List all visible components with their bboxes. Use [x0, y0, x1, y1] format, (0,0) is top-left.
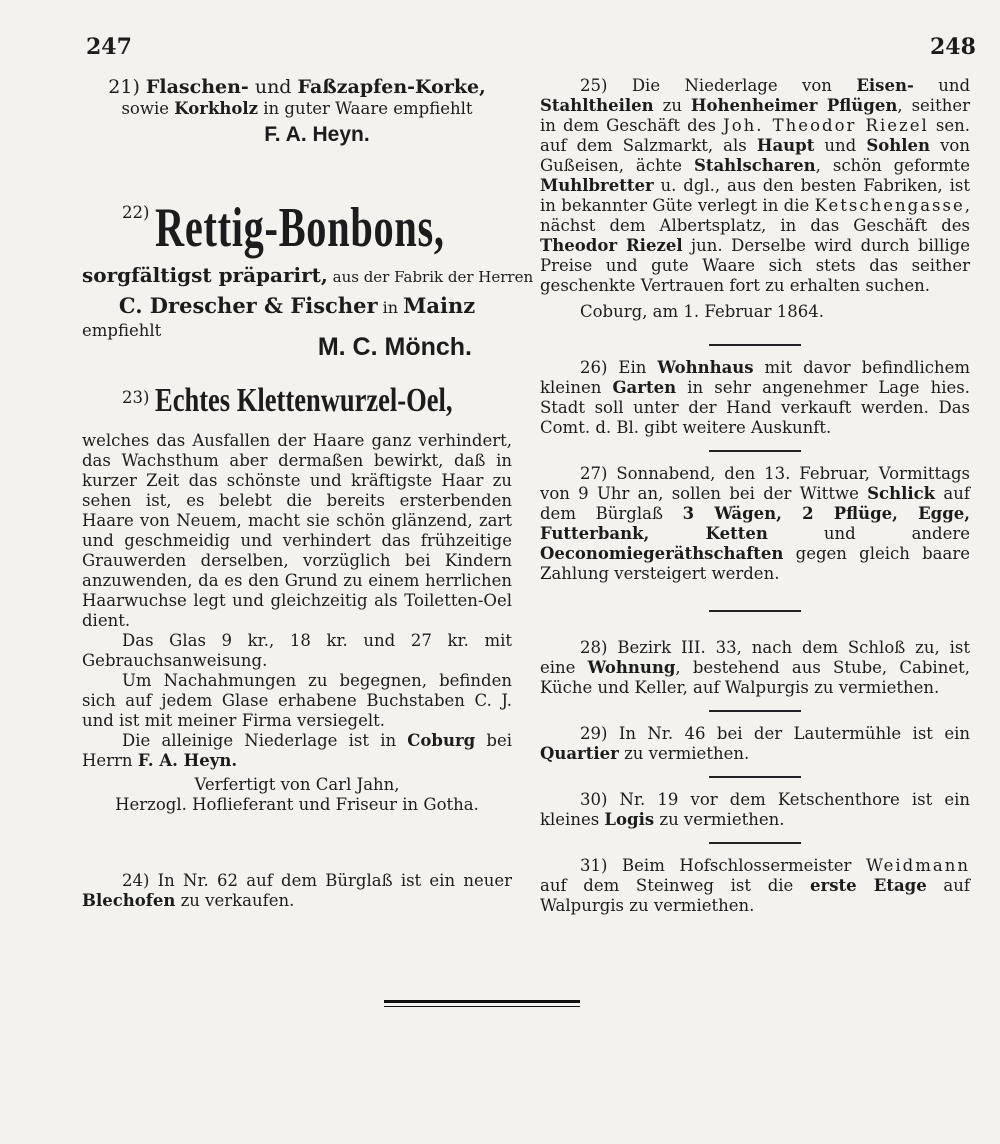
text: , nächst dem Albertsplatz, in das Geschäft des — [540, 196, 970, 235]
city-name: Coburg — [407, 731, 476, 750]
left-column — [82, 70, 534, 911]
page-number-left: 247 — [86, 34, 132, 60]
text: empfiehlt — [82, 321, 162, 340]
text: 28) Bezirk III. 33, nach dem Schloß zu, ist eine — [540, 638, 970, 677]
ad-31 — [540, 856, 970, 916]
divider — [709, 344, 801, 346]
ad-headline: Echtes Klettenwurzel-Oel, — [154, 382, 453, 419]
highlight: Hohenheimer Pflügen — [690, 96, 898, 115]
highlight: Wohnung — [587, 658, 676, 677]
ad-30 — [540, 790, 970, 830]
text: 31) Beim Hofschlossermeister — [580, 856, 867, 875]
text: sowie — [121, 99, 175, 118]
text: 24) In Nr. 62 auf dem Bürglaß ist ein neuer — [122, 871, 512, 890]
text: in sehr angenehmer Lage hies. Stadt soll unter der Hand verkauft werden. Das Comt. d. Bl. gibt weitere Auskunft. — [540, 378, 970, 437]
text: und — [814, 136, 867, 155]
text: von Gußeisen, ächte — [540, 136, 970, 175]
text: gegen gleich baare Zahlung versteigert werden. — [540, 544, 970, 583]
product-name: Blechofen — [82, 891, 176, 910]
city-name: Mainz — [403, 293, 476, 318]
text: auf dem Steinweg ist die — [540, 876, 810, 895]
text: jun. Derselbe wird durch billige Preise und gute Waare sich stets das seither geschenkte Vertrauen fort zu erhalten suchen. — [540, 236, 970, 295]
text: in — [377, 298, 404, 317]
text: 25) Die Niederlage von — [580, 76, 857, 95]
ad-headline: Rettig-Bonbons, — [154, 197, 445, 259]
highlight: Theodor Riezel — [540, 236, 683, 255]
product-name: Korkholz — [174, 99, 259, 118]
ad-28 — [540, 638, 970, 698]
text: , bestehend aus Stube, Cabinet, Küche und Keller, auf Walpurgis zu vermiethen. — [540, 658, 970, 697]
maker-title: Herzogl. Hoflieferant und Friseur in Gotha. — [115, 795, 479, 814]
text: mit davor befindlichem kleinen — [540, 358, 970, 397]
text: zu vermiethen. — [618, 744, 750, 763]
text: auf dem Bürglaß — [540, 484, 970, 523]
text: aus der Fabrik der Herren — [327, 268, 534, 286]
divider — [709, 776, 801, 778]
text: und — [248, 76, 298, 98]
ad-27 — [540, 464, 970, 584]
text: zu verkaufen. — [175, 891, 295, 910]
highlight: Quartier — [540, 744, 619, 763]
highlight: Muhlbretter — [540, 176, 654, 195]
highlight: Sohlen — [866, 136, 931, 155]
text: , seither in dem Geschäft des — [540, 96, 970, 135]
ad-25 — [540, 76, 970, 322]
imitation-notice: Um Nachahmungen zu begegnen, befinden sich auf jedem Glase erhabene Buchstaben C. J. und ist mit meiner Firma versiegelt. — [82, 671, 512, 730]
text: u. dgl., aus den besten Fabriken, ist in bekannter Güte verlegt in die — [540, 176, 970, 215]
text: Die alleinige Niederlage ist in — [122, 731, 408, 750]
divider — [709, 610, 801, 612]
text: und andere — [767, 524, 971, 543]
product-description: sorgfältigst präparirt, — [82, 263, 328, 287]
manufacturer-name: C. Drescher & Fischer — [118, 293, 378, 318]
advertiser-signature: F. A. Heyn. — [264, 123, 370, 146]
ad-26 — [540, 358, 970, 438]
ad-21 — [82, 76, 512, 145]
highlight: Schlick — [867, 484, 936, 503]
ad-number: 22) — [122, 203, 150, 222]
text: auf Walpurgis zu vermiethen. — [540, 876, 970, 915]
text: sen. auf dem Salzmarkt, als — [540, 116, 970, 155]
spaced-name: Ketschengasse — [814, 196, 965, 215]
divider — [709, 450, 801, 452]
ad-22 — [82, 197, 534, 361]
highlight: Stahlscharen — [693, 156, 816, 175]
right-column — [540, 70, 970, 916]
divider — [709, 842, 801, 844]
highlight: Stahltheilen — [540, 96, 654, 115]
page-number-right: 248 — [930, 34, 976, 60]
price-line: Das Glas 9 kr., 18 kr. und 27 kr. mit Gebrauchsanweisung. — [82, 631, 512, 670]
text: zu vermiethen. — [654, 810, 785, 829]
ad-date: Coburg, am 1. Februar 1864. — [580, 302, 824, 321]
text: bei Herrn — [82, 731, 512, 770]
text: , schön geformte — [815, 156, 970, 175]
highlight: erste Etage — [810, 876, 927, 895]
ad-number: 23) — [122, 388, 150, 407]
maker-line: Verfertigt von Carl Jahn, — [194, 775, 400, 794]
advertiser-signature: M. C. Mönch. — [317, 333, 472, 361]
text: 29) In Nr. 46 bei der Lautermühle ist ein — [580, 724, 970, 743]
text: zu — [653, 96, 691, 115]
text: 26) Ein — [580, 358, 658, 377]
ad-24 — [82, 871, 512, 911]
highlight: Oeconomiegeräthschaften — [540, 544, 784, 563]
ad-29 — [540, 724, 970, 764]
text: 27) Sonnabend, den 13. Februar, Vormittags von 9 Uhr an, sollen bei der Wittwe — [540, 464, 970, 503]
product-name: Faßzapfen-Korke, — [297, 76, 486, 98]
text: in guter Waare empfiehlt — [258, 99, 473, 118]
ad-number: 21) — [108, 76, 140, 98]
closing-rule — [384, 1000, 580, 1007]
text: und — [913, 76, 971, 95]
highlight: Wohnhaus — [657, 358, 754, 377]
ad-23 — [82, 381, 512, 815]
highlight: Logis — [604, 810, 655, 829]
bleed-through-text — [560, 960, 960, 978]
highlight: Haupt — [756, 136, 815, 155]
spaced-name: Joh. Theodor Riezel — [723, 116, 929, 135]
ad-body: welches das Ausfallen der Haare ganz verhindert, das Wachsthum aber dermaßen bewirkt, daß in kurzer Zeit das schönste und kräftigste Haar zu sehen ist, es belebt die bereits ersterbenden Haare von Neuem, macht sie schön glänzend, zart und geschmeidig und verhindert das frühzeitige Grauwerden derselben, vorzüglich bei Kindern anzuwenden, da es den Grund zu einem herrlichen Haarwuchse legt und gleichzeitig als Toiletten-Oel dient. — [82, 431, 512, 630]
text: 30) Nr. 19 vor dem Ketschenthore ist ein kleines — [540, 790, 970, 829]
highlight: 3 Wägen, 2 Pflüge, Egge, Futterbank, Ketten — [540, 504, 970, 543]
spaced-name: Weidmann — [866, 856, 970, 875]
highlight: Eisen- — [856, 76, 914, 95]
merchant-name: F. A. Heyn. — [137, 751, 238, 770]
product-name: Flaschen- — [145, 76, 249, 98]
divider — [709, 710, 801, 712]
highlight: Garten — [612, 378, 677, 397]
